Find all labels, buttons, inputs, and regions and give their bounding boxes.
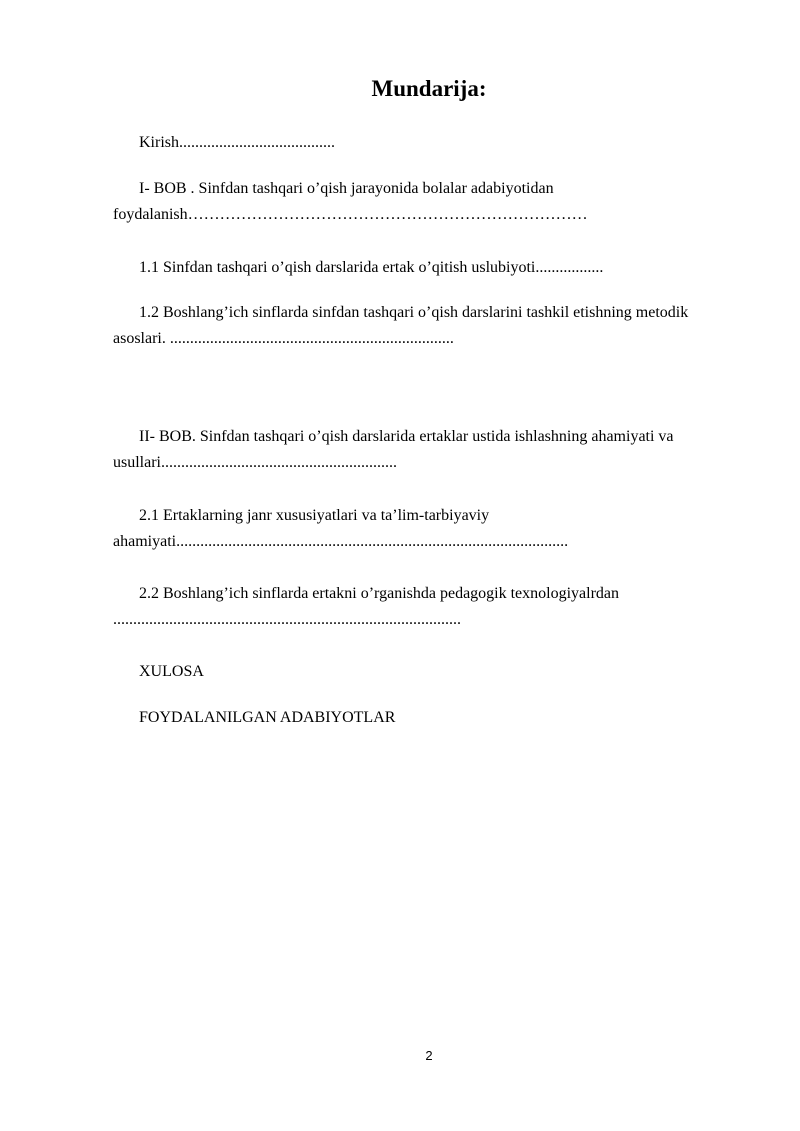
toc-entry-section-1-2: 1.2 Boshlang’ich sinflarda sinfdan tashqari o’qish darslarini tashkil etishning metodik asoslari. ....................................................................... xyxy=(113,304,689,347)
toc-entry-conclusion: XULOSA xyxy=(139,663,204,680)
page-title: Mundarija: xyxy=(371,76,487,101)
page-number: 2 xyxy=(425,1048,433,1063)
toc-entry-references: FOYDALANILGAN ADABIYOTLAR xyxy=(139,709,396,726)
toc-entry-section-1-1: 1.1 Sinfdan tashqari o’qish darslarida ertak o’qitish uslubiyoti................. xyxy=(139,259,604,276)
toc-entry-section-2-1: 2.1 Ertaklarning janr xususiyatlari va ta’lim-tarbiyaviy ahamiyati.................................................................................................. xyxy=(113,507,569,550)
toc-entry-chapter-2: II- BOB. Sinfdan tashqari o’qish darslarida ertaklar ustida ishlashning ahamiyati va usullari........................................................... xyxy=(113,428,674,471)
toc-entry-section-2-2: 2.2 Boshlang’ich sinflarda ertakni o’rganishda pedagogik texnologiyalrdan ....................................................................................... xyxy=(113,585,620,628)
toc-entry-chapter-1: I- BOB . Sinfdan tashqari o’qish jarayonida bolalar adabiyotidan foydalanish………………………………………………………………… xyxy=(113,180,588,223)
toc-entry-introduction: Kirish....................................... xyxy=(139,134,335,151)
